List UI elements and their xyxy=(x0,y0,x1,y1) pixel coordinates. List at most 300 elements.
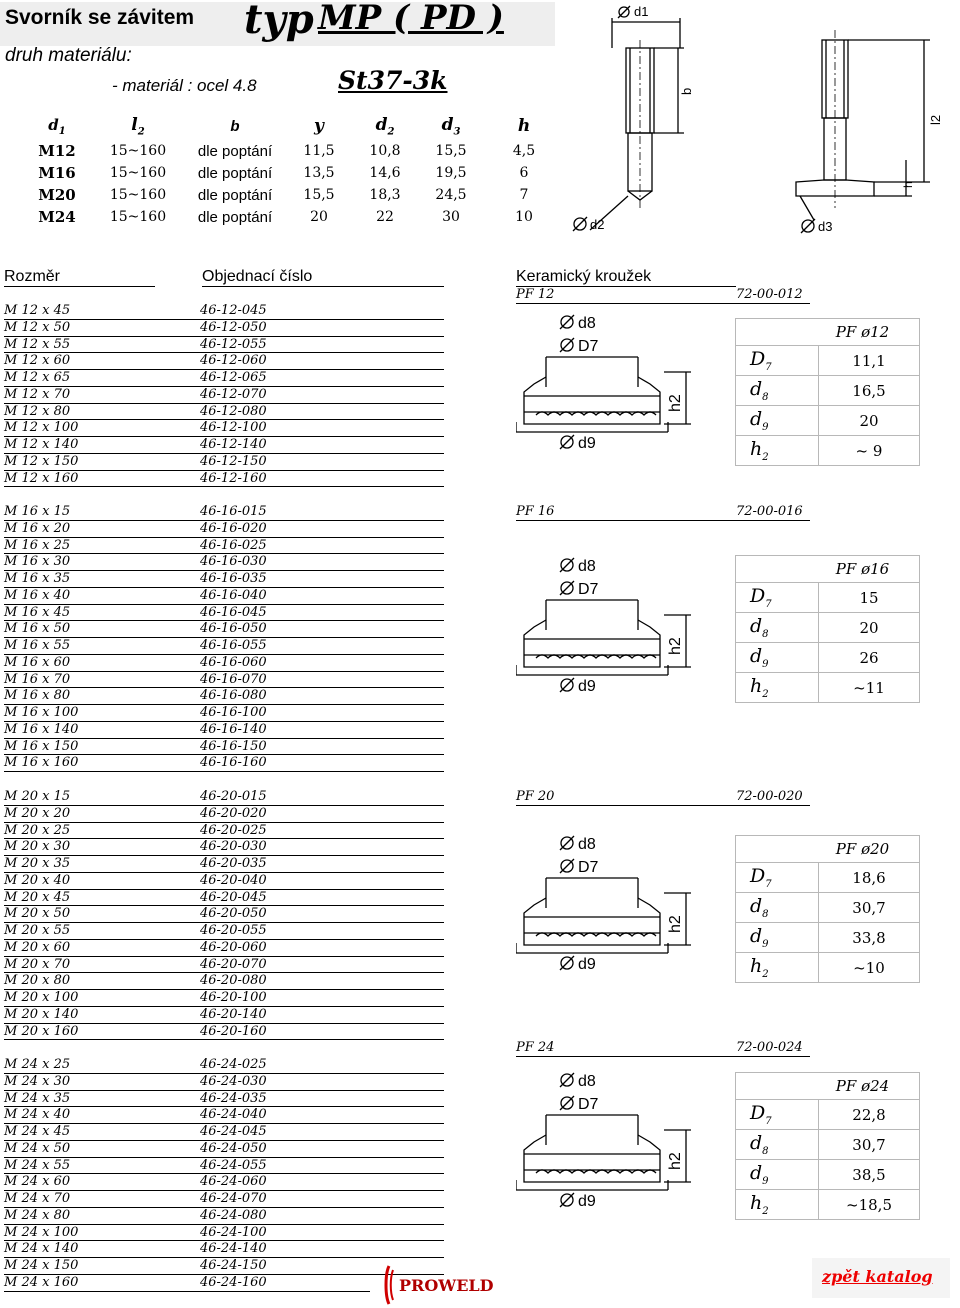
ring-dim-symbol: h xyxy=(750,438,763,461)
order-row xyxy=(4,806,444,823)
spec-cell: M16 xyxy=(38,164,76,182)
order-number: 46-24-150 xyxy=(200,1258,267,1273)
size-label: M 16 x 80 xyxy=(4,688,71,704)
order-row xyxy=(4,906,444,923)
order-row xyxy=(4,990,444,1007)
ring-dim-symbol: h xyxy=(750,675,763,698)
spec-cell: dle poptání xyxy=(197,208,273,226)
order-number: 46-12-065 xyxy=(200,370,267,385)
spec-cell: 10 xyxy=(515,209,533,225)
size-label: M 20 x 30 xyxy=(4,839,71,855)
size-label: M 16 x 25 xyxy=(4,537,71,553)
ring-dim-symbol: d xyxy=(750,895,763,918)
ring-table-head-label: PF ø20 xyxy=(835,840,890,858)
ring-table-row xyxy=(736,893,920,923)
ring-dim-d8: d8 xyxy=(578,836,596,853)
order-number: 46-16-160 xyxy=(200,755,267,771)
ring-dim-key xyxy=(736,376,819,406)
spec-cell: 11,5 xyxy=(303,143,335,159)
row-underline xyxy=(4,486,444,487)
order-row xyxy=(4,387,444,404)
spec-cell: 30 xyxy=(442,209,460,225)
order-number: 46-12-100 xyxy=(200,420,267,436)
size-label: M 20 x 50 xyxy=(4,906,71,922)
ring-dim-symbol: d xyxy=(750,1132,763,1155)
ring-table-row xyxy=(736,1130,920,1160)
order-row xyxy=(4,755,444,772)
size-label: M 16 x 150 xyxy=(4,738,79,754)
order-number: 46-12-045 xyxy=(200,303,267,318)
ring-dim-value: 26 xyxy=(819,643,920,673)
title-model: MP ( PD ) xyxy=(318,0,504,38)
material-value: - materiál : ocel 4.8 xyxy=(112,76,257,95)
order-number: 46-20-045 xyxy=(200,889,267,905)
ring-dim-key xyxy=(736,1190,819,1220)
ring-dim-subscript: 2 xyxy=(762,451,769,463)
ring-table-row xyxy=(736,583,920,613)
ring-dim-value: ~11 xyxy=(819,673,920,703)
order-row xyxy=(4,554,444,571)
ring-dim-symbol: h xyxy=(750,955,763,978)
order-row xyxy=(4,655,444,672)
order-number: 46-12-060 xyxy=(200,353,267,369)
ring-code: 72-00-020 xyxy=(736,789,803,804)
order-row xyxy=(4,454,444,471)
ring-table-header-row xyxy=(736,1073,920,1100)
order-row xyxy=(4,957,444,974)
order-number: 46-24-140 xyxy=(200,1241,267,1257)
size-label: M 20 x 45 xyxy=(4,889,71,905)
page-title: Svorník se závitem xyxy=(5,6,195,29)
order-number: 46-20-100 xyxy=(200,990,267,1005)
ring-table-row xyxy=(736,346,920,376)
ring-dim-D7: D7 xyxy=(578,338,599,355)
spec-cell: 15~160 xyxy=(109,165,167,181)
ring-dim-value: ~10 xyxy=(819,953,920,983)
ring-dim-value: ~ 9 xyxy=(819,436,920,466)
ring-underline xyxy=(516,303,810,304)
ring-dim-subscript: 8 xyxy=(762,391,769,403)
ceramic-ring-drawing xyxy=(516,555,716,705)
back-to-catalog-link[interactable]: zpět katalog xyxy=(822,1267,933,1286)
ring-dim-value: 33,8 xyxy=(819,923,920,953)
order-row xyxy=(4,789,444,806)
order-number: 46-16-150 xyxy=(200,738,267,754)
spec-row xyxy=(22,206,564,228)
order-row xyxy=(4,1124,444,1141)
spec-cell: 7 xyxy=(519,187,529,203)
ring-table-head xyxy=(736,319,920,346)
ring-dim-value: 22,8 xyxy=(819,1100,920,1130)
size-label: M 20 x 55 xyxy=(4,923,71,938)
order-row xyxy=(4,437,444,454)
size-label: M 16 x 70 xyxy=(4,671,71,687)
ring-dim-h2: h2 xyxy=(667,637,684,655)
ring-dim-subscript: 8 xyxy=(762,1145,769,1157)
size-label: M 16 x 40 xyxy=(4,587,71,603)
size-label: M 20 x 40 xyxy=(4,872,71,888)
ring-dim-key xyxy=(736,893,819,923)
ring-dim-value: 15 xyxy=(819,583,920,613)
spec-header: $d_3$ xyxy=(441,114,461,138)
spec-cell: 19,5 xyxy=(435,165,467,181)
spec-row xyxy=(22,140,564,162)
ring-dim-key xyxy=(736,406,819,436)
order-row xyxy=(4,1174,444,1191)
ring-table-head xyxy=(736,836,920,863)
ring-dim-symbol: h xyxy=(750,1192,763,1215)
dim-b: b xyxy=(679,87,694,95)
ring-dim-key xyxy=(736,613,819,643)
order-number: 46-12-050 xyxy=(200,319,267,335)
size-label: M 12 x 100 xyxy=(4,420,79,436)
size-label: M 24 x 70 xyxy=(4,1191,71,1206)
order-row xyxy=(4,823,444,840)
ring-dim-value: 11,1 xyxy=(819,346,920,376)
order-row xyxy=(4,839,444,856)
ceramic-ring-drawing xyxy=(516,1070,716,1220)
order-number: 46-16-020 xyxy=(200,520,267,536)
size-label: M 24 x 60 xyxy=(4,1174,71,1190)
ring-dim-value: 38,5 xyxy=(819,1160,920,1190)
order-number: 46-24-025 xyxy=(200,1057,267,1072)
ring-underline xyxy=(516,1056,810,1057)
ring-table-head-label: PF ø12 xyxy=(835,323,890,341)
bolt-drawing xyxy=(560,0,960,245)
dim-d2: d2 xyxy=(590,217,605,232)
order-number: 46-16-035 xyxy=(200,571,267,586)
order-row xyxy=(4,404,444,421)
col-size: Rozměr xyxy=(4,268,155,287)
order-number: 46-24-100 xyxy=(200,1224,267,1240)
order-number: 46-16-030 xyxy=(200,554,267,570)
ring-table-row xyxy=(736,613,920,643)
ring-dim-D7: D7 xyxy=(578,859,599,876)
order-row xyxy=(4,621,444,638)
row-underline xyxy=(4,771,444,772)
ring-dim-symbol: d xyxy=(750,925,763,948)
order-number: 46-24-080 xyxy=(200,1207,267,1223)
spec-cell: 10,8 xyxy=(369,143,401,159)
ring-table-row xyxy=(736,673,920,703)
spec-cell: 20 xyxy=(310,209,328,225)
ring-dim-symbol: D xyxy=(750,865,766,888)
ring-dim-symbol: d xyxy=(750,408,763,431)
order-number: 46-16-100 xyxy=(200,705,267,720)
ring-dim-key xyxy=(736,436,819,466)
ring-dim-subscript: 7 xyxy=(765,1115,772,1127)
order-number: 46-16-045 xyxy=(200,604,267,620)
order-number: 46-20-140 xyxy=(200,1006,267,1022)
order-number: 46-16-015 xyxy=(200,504,267,519)
order-row xyxy=(4,471,444,488)
ring-table-row xyxy=(736,643,920,673)
ring-table-row xyxy=(736,1160,920,1190)
ring-dim-subscript: 8 xyxy=(762,908,769,920)
ring-dim-h2: h2 xyxy=(667,394,684,412)
order-row xyxy=(4,1141,444,1158)
size-label: M 12 x 140 xyxy=(4,437,79,452)
spec-cell: M20 xyxy=(38,186,76,204)
ring-dim-d8: d8 xyxy=(578,558,596,575)
ring-dim-value: ~18,5 xyxy=(819,1190,920,1220)
ring-dim-key xyxy=(736,346,819,376)
ring-table-row xyxy=(736,923,920,953)
col-ring: Keramický kroužek xyxy=(516,268,736,287)
title-typ: typ xyxy=(244,0,314,43)
size-label: M 24 x 40 xyxy=(4,1107,71,1123)
size-label: M 12 x 150 xyxy=(4,453,79,469)
ring-dim-value: 18,6 xyxy=(819,863,920,893)
ring-dim-subscript: 9 xyxy=(762,1175,769,1187)
spec-cell: 15,5 xyxy=(303,187,335,203)
ring-dim-key xyxy=(736,923,819,953)
ring-dim-symbol: D xyxy=(750,1102,766,1125)
logo-text: PROWELD xyxy=(399,1276,494,1295)
ring-table-row xyxy=(736,953,920,983)
ring-dim-d9: d9 xyxy=(578,956,596,973)
size-label: M 24 x 25 xyxy=(4,1057,71,1072)
spec-cell: 14,6 xyxy=(369,165,401,181)
ring-table-row xyxy=(736,436,920,466)
ring-table-head-label: PF ø16 xyxy=(835,560,890,578)
order-row xyxy=(4,940,444,957)
order-number: 46-16-050 xyxy=(200,621,267,637)
size-label: M 20 x 70 xyxy=(4,956,71,972)
ring-table-head-label: PF ø24 xyxy=(835,1077,890,1095)
ring-table-header-row xyxy=(736,556,920,583)
ring-table-row xyxy=(736,1190,920,1220)
order-row xyxy=(4,521,444,538)
size-label: M 20 x 140 xyxy=(4,1006,79,1022)
spec-cell: 24,5 xyxy=(435,187,467,203)
size-label: M 20 x 35 xyxy=(4,856,71,871)
order-number: 46-24-160 xyxy=(200,1274,267,1290)
order-row xyxy=(4,1007,444,1024)
size-label: M 24 x 160 xyxy=(4,1274,79,1290)
size-label: M 20 x 100 xyxy=(4,990,79,1005)
ring-dim-value: 20 xyxy=(819,406,920,436)
ring-dim-h2: h2 xyxy=(667,915,684,933)
size-label: M 20 x 160 xyxy=(4,1023,79,1039)
ring-dim-value: 30,7 xyxy=(819,893,920,923)
size-label: M 12 x 65 xyxy=(4,370,71,385)
spec-header: $d_1$ xyxy=(48,115,66,137)
order-number: 46-12-140 xyxy=(200,437,267,452)
steel-grade: St37-3k xyxy=(338,66,448,95)
order-row xyxy=(4,1074,444,1091)
size-label: M 24 x 35 xyxy=(4,1090,71,1106)
size-label: M 12 x 50 xyxy=(4,319,71,335)
order-row xyxy=(4,722,444,739)
size-label: M 12 x 160 xyxy=(4,470,79,486)
ring-table-row xyxy=(736,376,920,406)
order-row xyxy=(4,353,444,370)
size-label: M 24 x 55 xyxy=(4,1157,71,1173)
ring-dim-key xyxy=(736,673,819,703)
ring-dim-D7: D7 xyxy=(578,1096,599,1113)
order-row xyxy=(4,1191,444,1208)
ring-code: 72-00-024 xyxy=(736,1040,803,1055)
order-number: 46-24-030 xyxy=(200,1073,267,1089)
dim-d1: d1 xyxy=(634,4,649,19)
ring-underline xyxy=(516,805,810,806)
ring-dim-key xyxy=(736,1160,819,1190)
order-row xyxy=(4,1091,444,1108)
order-number: 46-24-045 xyxy=(200,1124,267,1139)
row-underline xyxy=(4,1039,444,1040)
spec-cell: 15~160 xyxy=(109,143,167,159)
spec-cell: 15~160 xyxy=(109,209,167,225)
order-number: 46-12-055 xyxy=(200,336,267,352)
size-label: M 20 x 15 xyxy=(4,789,71,804)
spec-cell: M12 xyxy=(38,142,76,160)
order-number: 46-16-040 xyxy=(200,587,267,603)
ring-name: PF 12 xyxy=(516,287,555,302)
spec-cell: 4,5 xyxy=(512,143,536,159)
size-label: M 16 x 60 xyxy=(4,654,71,670)
spec-cell: 15~160 xyxy=(109,187,167,203)
ring-dim-subscript: 2 xyxy=(762,968,769,980)
size-label: M 16 x 35 xyxy=(4,571,71,586)
order-number: 46-20-020 xyxy=(200,805,267,821)
spec-cell: dle poptání xyxy=(197,186,273,204)
order-row xyxy=(4,571,444,588)
order-number: 46-24-055 xyxy=(200,1157,267,1173)
order-number: 46-16-025 xyxy=(200,537,267,553)
order-number: 46-16-055 xyxy=(200,638,267,653)
order-row xyxy=(4,370,444,387)
spec-header: $d_2$ xyxy=(375,114,395,138)
size-label: M 16 x 30 xyxy=(4,554,71,570)
order-row xyxy=(4,1258,444,1275)
order-row xyxy=(4,504,444,521)
order-row xyxy=(4,605,444,622)
order-number: 46-16-080 xyxy=(200,688,267,704)
spec-header-row xyxy=(22,112,564,140)
order-row xyxy=(4,856,444,873)
spec-header: y xyxy=(314,116,324,136)
order-row xyxy=(4,588,444,605)
ring-dim-symbol: D xyxy=(750,585,766,608)
ring-dim-subscript: 9 xyxy=(762,421,769,433)
order-number: 46-24-050 xyxy=(200,1140,267,1156)
dim-h: h xyxy=(901,181,915,188)
spec-cell: dle poptání xyxy=(197,164,273,182)
size-label: M 16 x 160 xyxy=(4,755,79,771)
size-label: M 16 x 140 xyxy=(4,721,79,737)
ring-dim-D7: D7 xyxy=(578,581,599,598)
ring-dim-h2: h2 xyxy=(667,1152,684,1170)
ring-table-row xyxy=(736,863,920,893)
dim-l2: l2 xyxy=(928,114,943,125)
ring-dim-key xyxy=(736,1100,819,1130)
order-number: 46-20-055 xyxy=(200,923,267,938)
size-label: M 24 x 80 xyxy=(4,1207,71,1223)
ring-table-header-row xyxy=(736,836,920,863)
order-row xyxy=(4,873,444,890)
order-number: 46-16-070 xyxy=(200,671,267,687)
size-label: M 16 x 100 xyxy=(4,705,79,720)
ring-dim-d9: d9 xyxy=(578,1193,596,1210)
order-row xyxy=(4,320,444,337)
order-row xyxy=(4,1241,444,1258)
ring-dim-subscript: 7 xyxy=(765,878,772,890)
order-row xyxy=(4,337,444,354)
ring-dimension-table xyxy=(735,318,920,466)
order-row xyxy=(4,688,444,705)
order-number: 46-20-160 xyxy=(200,1023,267,1039)
order-row xyxy=(4,890,444,907)
order-number: 46-20-050 xyxy=(200,906,267,922)
order-row xyxy=(4,1158,444,1175)
order-row xyxy=(4,638,444,655)
order-row xyxy=(4,538,444,555)
order-row xyxy=(4,303,444,320)
ring-dim-subscript: 8 xyxy=(762,628,769,640)
ring-code: 72-00-012 xyxy=(736,287,803,302)
size-label: M 20 x 60 xyxy=(4,939,71,955)
ring-dim-value: 30,7 xyxy=(819,1130,920,1160)
spec-cell: dle poptání xyxy=(197,142,273,160)
order-number: 46-24-040 xyxy=(200,1107,267,1123)
size-label: M 16 x 15 xyxy=(4,504,71,519)
size-label: M 24 x 30 xyxy=(4,1073,71,1089)
col-order: Objednací číslo xyxy=(202,268,444,287)
order-number: 46-16-060 xyxy=(200,654,267,670)
ring-dim-subscript: 2 xyxy=(762,688,769,700)
spec-table xyxy=(22,112,564,228)
material-label: druh materiálu: xyxy=(5,45,132,66)
size-label: M 12 x 45 xyxy=(4,303,71,318)
size-label: M 12 x 55 xyxy=(4,336,71,352)
size-label: M 12 x 70 xyxy=(4,386,71,402)
ring-dim-symbol: d xyxy=(750,1162,763,1185)
ring-dim-key xyxy=(736,953,819,983)
ceramic-ring-drawing xyxy=(516,312,716,462)
ring-dim-subscript: 7 xyxy=(765,361,772,373)
ring-table-row xyxy=(736,406,920,436)
ring-dim-subscript: 7 xyxy=(765,598,772,610)
ring-dimension-table xyxy=(735,835,920,983)
ring-name: PF 20 xyxy=(516,789,555,804)
order-number: 46-20-035 xyxy=(200,856,267,871)
ring-table-head xyxy=(736,556,920,583)
order-row xyxy=(4,739,444,756)
order-row xyxy=(4,1208,444,1225)
size-label: M 12 x 60 xyxy=(4,353,71,369)
order-row xyxy=(4,705,444,722)
ceramic-ring-drawing xyxy=(516,833,716,983)
order-row xyxy=(4,1024,444,1041)
size-label: M 24 x 45 xyxy=(4,1124,71,1139)
order-row xyxy=(4,420,444,437)
spec-cell: M24 xyxy=(38,208,76,226)
spec-cell: 18,3 xyxy=(369,187,401,203)
spec-cell: 6 xyxy=(519,165,529,181)
ring-underline xyxy=(516,520,810,521)
order-number: 46-20-015 xyxy=(200,789,267,804)
dim-d3: d3 xyxy=(818,219,833,234)
size-label: M 20 x 25 xyxy=(4,822,71,838)
ring-dim-symbol: D xyxy=(750,348,766,371)
ring-dim-symbol: d xyxy=(750,378,763,401)
spec-row xyxy=(22,184,564,206)
ring-dim-key xyxy=(736,643,819,673)
size-label: M 16 x 20 xyxy=(4,520,71,536)
ring-dim-key xyxy=(736,1130,819,1160)
spec-cell: 22 xyxy=(376,209,394,225)
